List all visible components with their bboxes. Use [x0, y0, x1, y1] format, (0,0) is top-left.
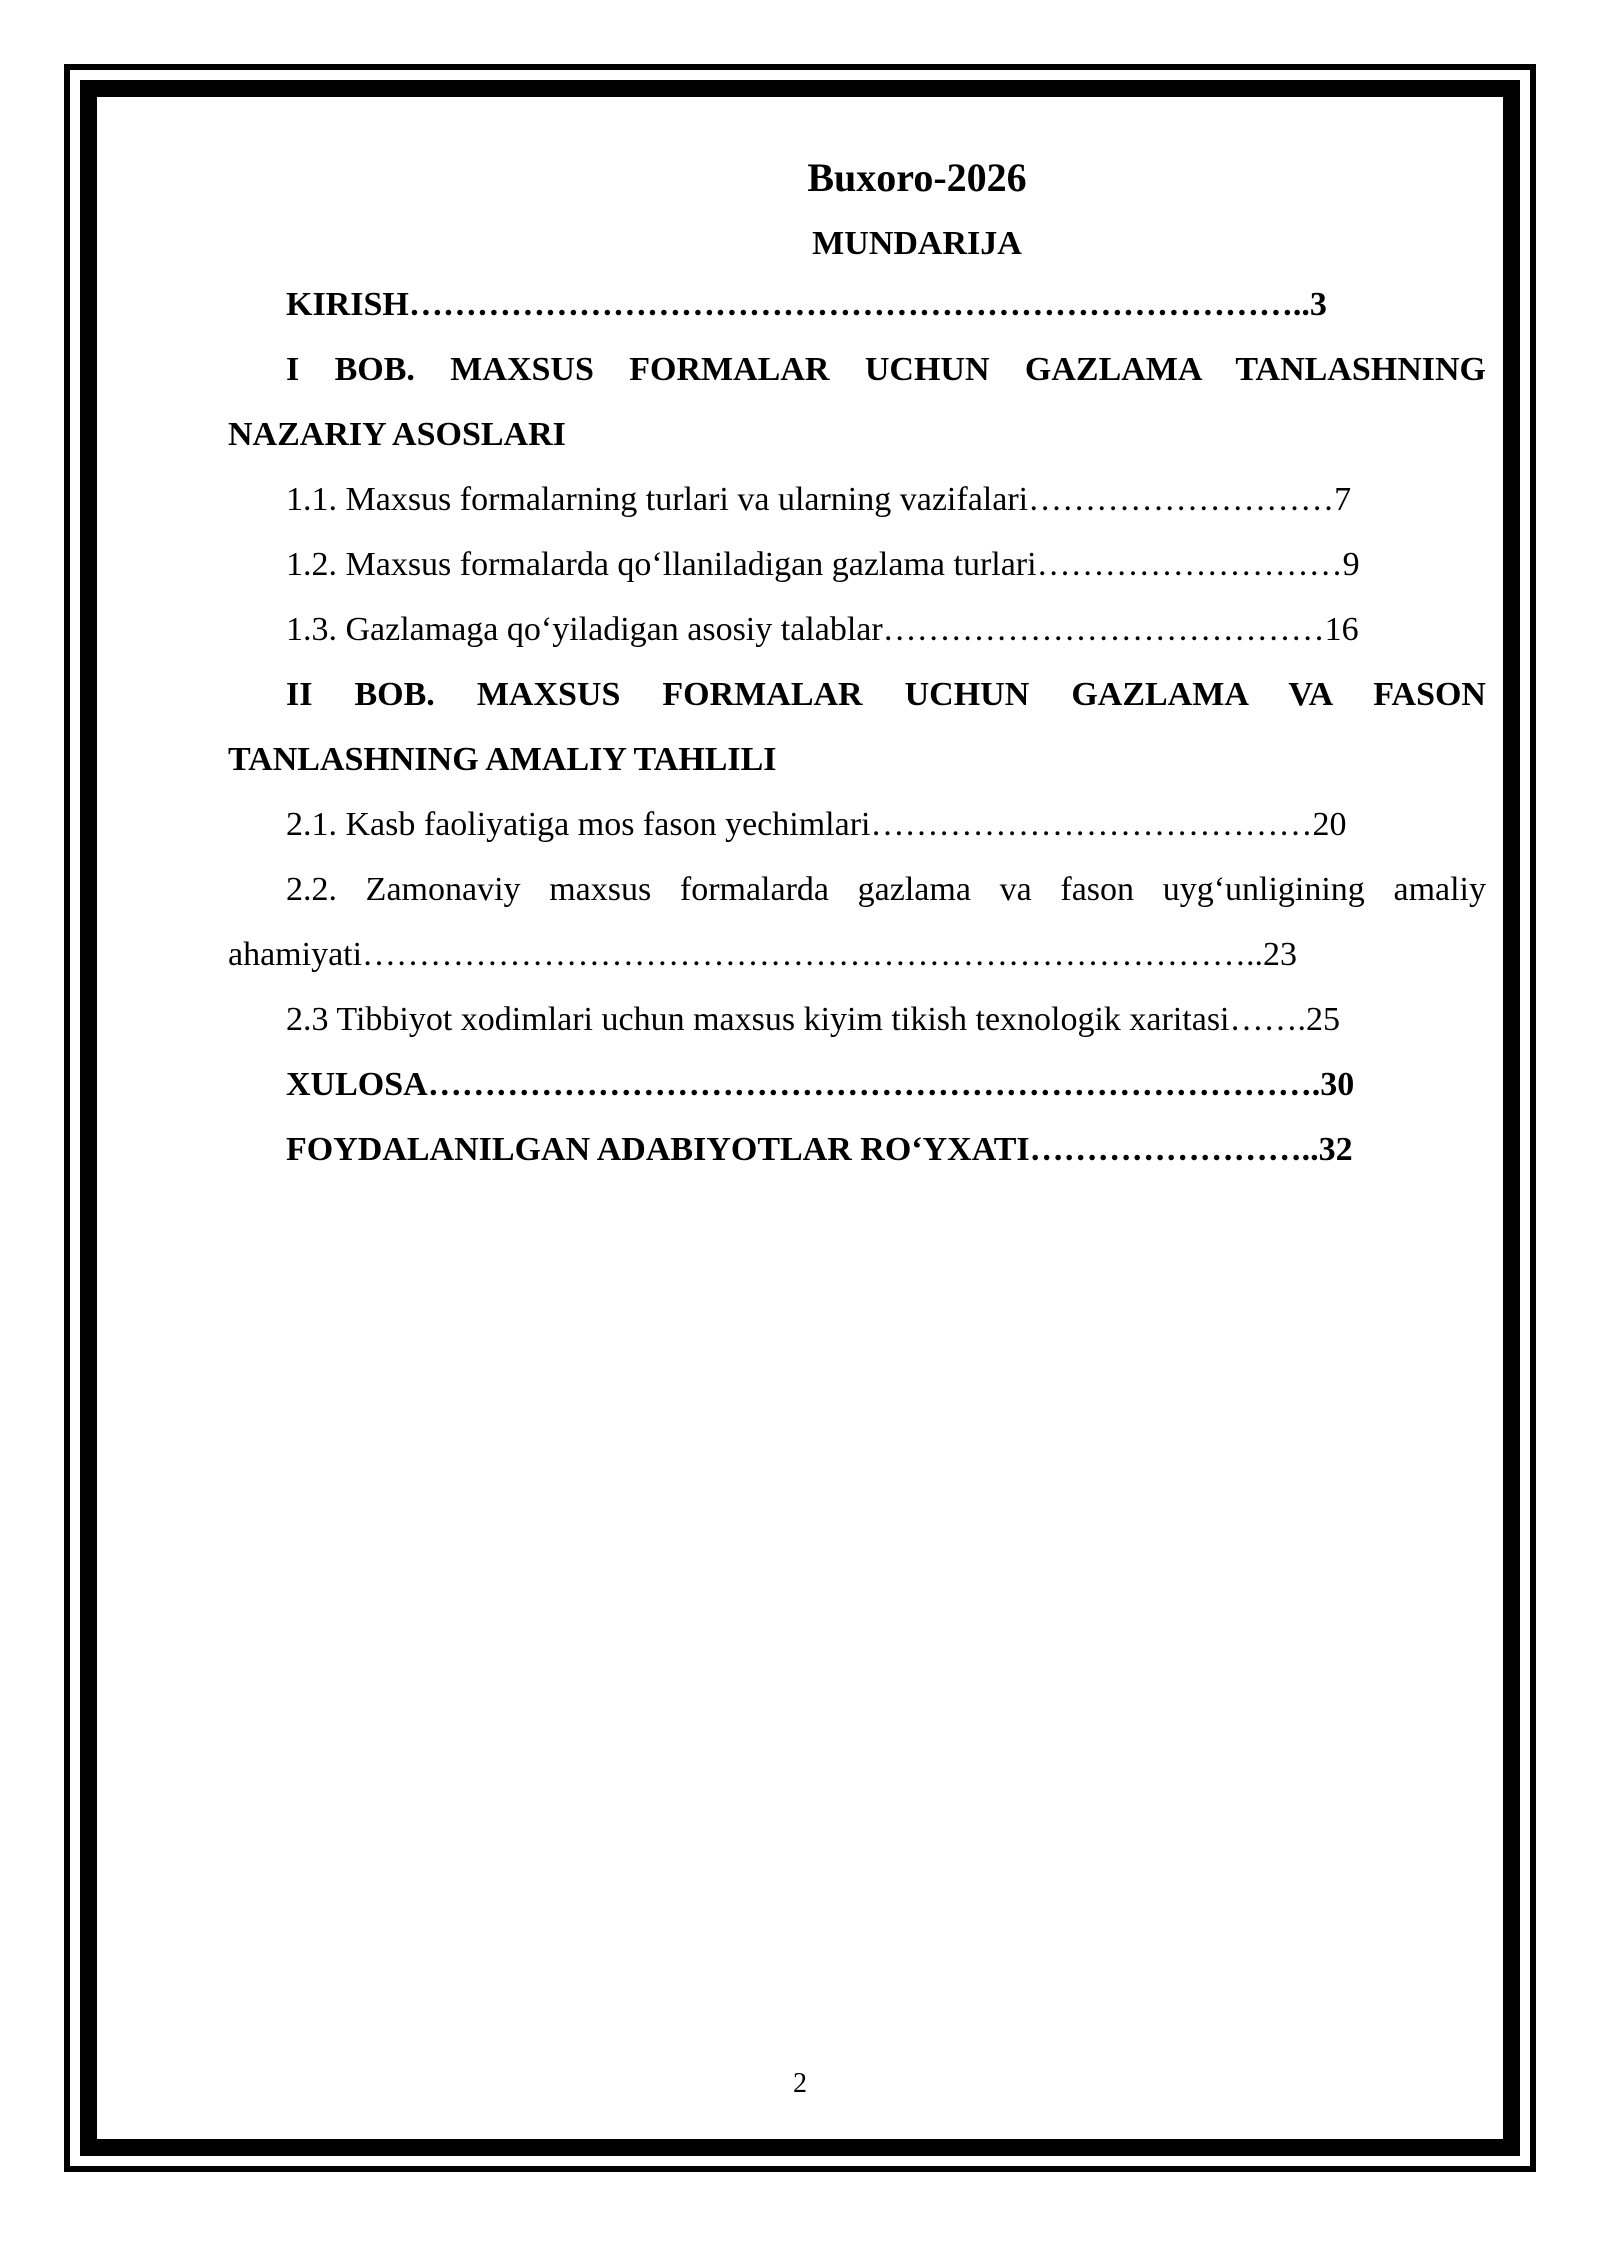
toc-entry-section-1-2: 1.2. Maxsus formalarda qo‘llaniladigan gazlama turlari………………………9 [286, 546, 1360, 583]
toc-entry-conclusion: XULOSA…………………………………………………………………….30 [286, 1066, 1355, 1103]
document-content [228, 140, 1486, 1182]
toc-entry-section-2-2-line2: ahamiyati……………………………………………………………………..23 [228, 936, 1298, 973]
toc-entry-section-2-2-line1: 2.2. Zamonaviy maxsus formalarda gazlama va fason uyg‘unligining amaliy [286, 871, 1486, 908]
toc-entry-chapter2-line1: II BOB. MAXSUS FORMALAR UCHUN GAZLAMA VA FASON [286, 676, 1486, 713]
toc-entry-section-1-1: 1.1. Maxsus formalarning turlari va ularning vazifalari………………………7 [286, 481, 1352, 518]
toc-entry-section-1-3: 1.3. Gazlamaga qo‘yiladigan asosiy talablar…………………………………16 [286, 611, 1359, 648]
toc-entry-section-2-1: 2.1. Kasb faoliyatiga mos fason yechimlari…………………………………20 [286, 806, 1347, 843]
toc-entry-chapter2-line2: TANLASHNING AMALIY TAHLILI [228, 741, 777, 778]
toc-entry-references: FOYDALANILGAN ADABIYOTLAR RO‘YXATI……………………..32 [286, 1131, 1353, 1168]
page-number: 2 [793, 2068, 807, 2099]
city-year-heading: Buxoro-2026 [807, 155, 1027, 200]
toc-entry-intro: KIRISH……………………………………………………………………..3 [286, 286, 1327, 323]
toc-title: MUNDARIJA [812, 225, 1022, 262]
toc-entry-chapter1-line2: NAZARIY ASOSLARI [228, 416, 566, 453]
toc-entry-section-2-3: 2.3 Tibbiyot xodimlari uchun maxsus kiyim tikish texnologik xaritasi…….25 [286, 1001, 1340, 1038]
toc-entry-chapter1-line1: I BOB. MAXSUS FORMALAR UCHUN GAZLAMA TANLASHNING [286, 351, 1486, 388]
